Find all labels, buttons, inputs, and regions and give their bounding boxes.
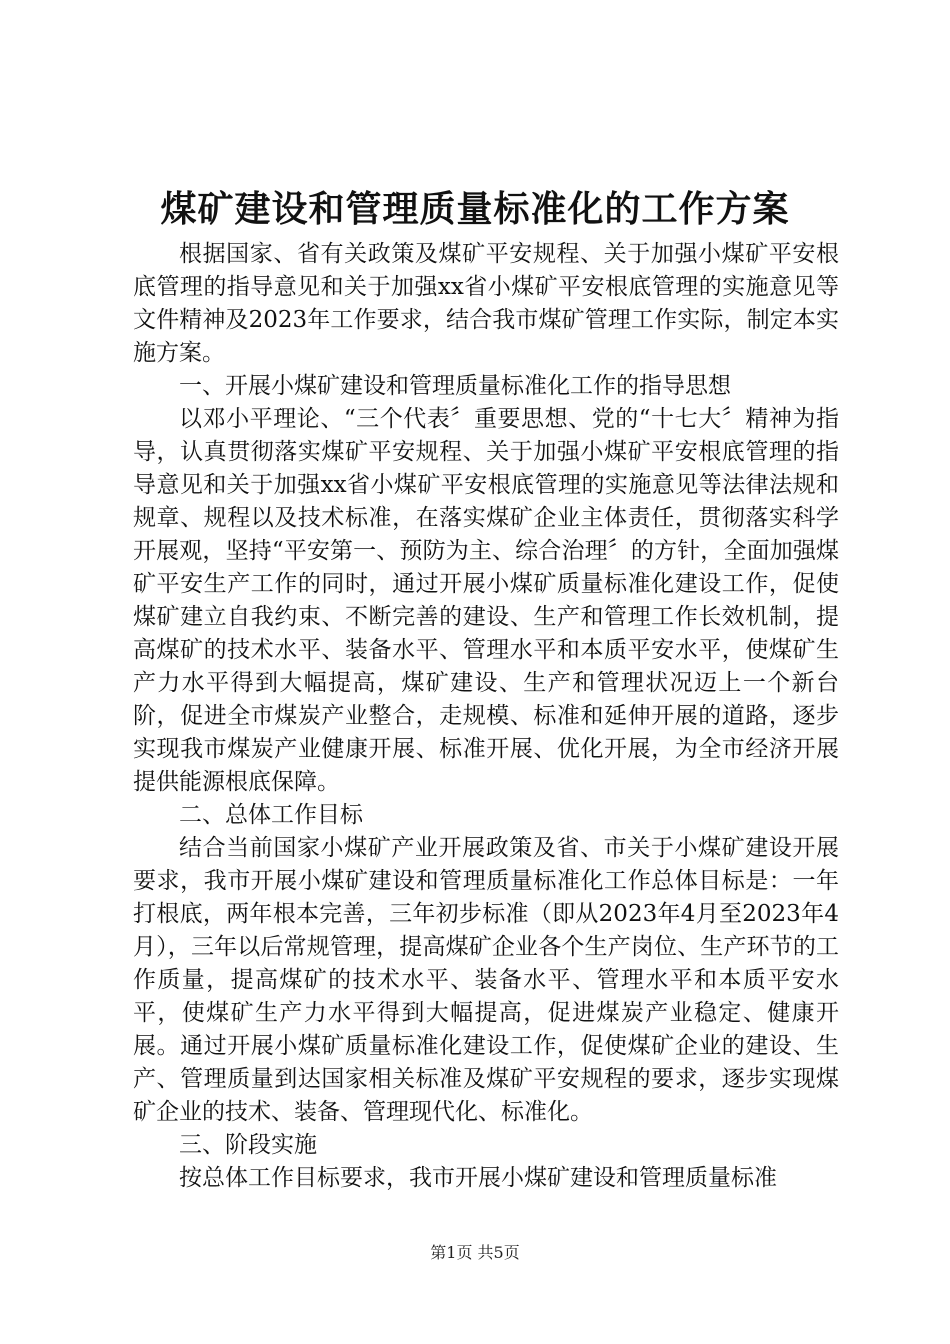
paragraph-overall-goal: 结合当前国家小煤矿产业开展政策及省、市关于小煤矿建设开展要求，我市开展小煤矿建设和管理质量标准化工作总体目标是：一年打根底，两年根本完善，三年初步标准（即从2023年4月至2023年4月），三年以后常规管理，提高煤矿企业各个生产岗位、生产环节的工作质量，提高煤矿的技术水平、装备水平、管理水平和本质平安水平，使煤矿生产力水平得到大幅提高，促进煤炭产业稳定、健康开展。通过开展小煤矿质量标准化建设工作，促使煤矿企业的建设、生产、管理质量到达国家相关标准及煤矿平安规程的要求，逐步实现煤矿企业的技术、装备、管理现代化、标准化。 — [133, 835, 839, 1125]
section-heading-guiding-thought: 一、开展小煤矿建设和管理质量标准化工作的指导思想 — [179, 373, 731, 399]
section-heading-phased-implementation: 三、阶段实施 — [179, 1132, 317, 1158]
paragraph-guiding-thought: 以邓小平理论、“三个代表〞重要思想、党的“十七大〞精神为指导，认真贯彻落实煤矿平安规程、关于加强小煤矿平安根底管理的指导意见和关于加强xx省小煤矿平安根底管理的实施意见等法律法规和规章、规程以及技术标准，在落实煤矿企业主体责任，贯彻落实科学开展观，坚持“平安第一、预防为主、综合治理〞的方针，全面加强煤矿平安生产工作的同时，通过开展小煤矿质量标准化建设工作，促使煤矿建立自我约束、不断完善的建设、生产和管理工作长效机制，提高煤矿的技术水平、装备水平、管理水平和本质平安水平，使煤矿生产力水平得到大幅提高，煤矿建设、生产和管理状况迈上一个新台阶，促进全市煤炭产业整合，走规模、标准和延伸开展的道路，逐步实现我市煤炭产业健康开展、标准开展、优化开展，为全市经济开展提供能源根底保障。 — [133, 406, 839, 795]
page-footer: 第1页 共5页 — [430, 1243, 520, 1262]
document-title: 煤矿建设和管理质量标准化的工作方案 — [160, 188, 790, 230]
document-body — [133, 238, 839, 1195]
paragraph-phased-implementation: 按总体工作目标要求，我市开展小煤矿建设和管理质量标准 — [179, 1165, 777, 1191]
paragraph-intro: 根据国家、省有关政策及煤矿平安规程、关于加强小煤矿平安根底管理的指导意见和关于加强xx省小煤矿平安根底管理的实施意见等文件精神及2023年工作要求，结合我市煤矿管理工作实际，制定本实施方案。 — [133, 241, 839, 366]
section-heading-overall-goal: 二、总体工作目标 — [179, 802, 363, 828]
